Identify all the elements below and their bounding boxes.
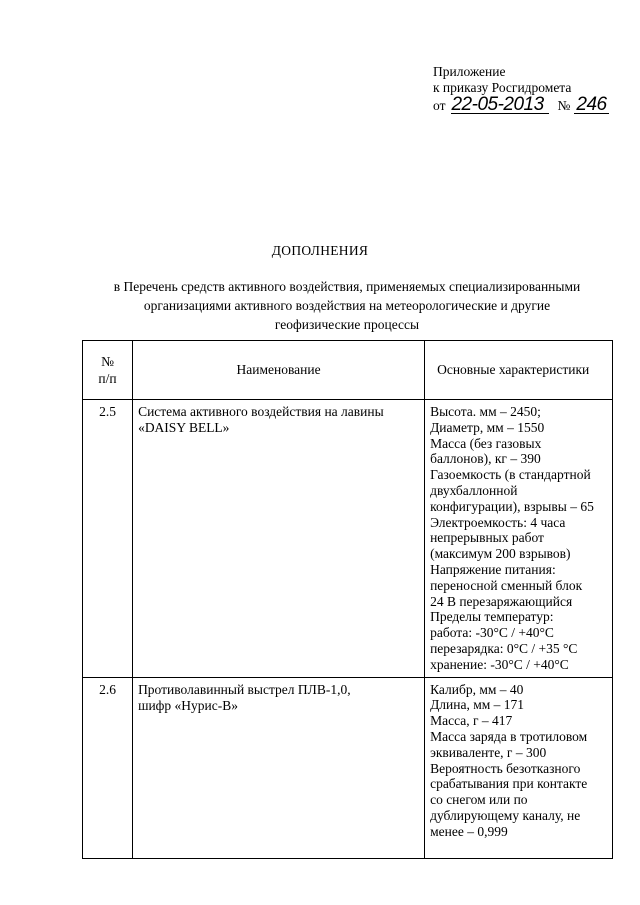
spec-line: непрерывных работ: [430, 530, 544, 546]
spec-line: Вероятность безотказного: [430, 760, 581, 776]
spec-line: Напряжение питания:: [430, 561, 556, 577]
spec-line: двухбаллонной: [430, 482, 518, 498]
spec-line: Длина, мм – 171: [430, 697, 525, 713]
table-row: [83, 400, 613, 678]
row-number: 2.5: [83, 400, 133, 678]
row-name-line1: Противолавинный выстрел ПЛВ-1,0,: [138, 681, 351, 697]
table-row: [83, 677, 613, 858]
spec-line: работа: -30°С / +40°С: [430, 625, 554, 641]
table-header-row: [83, 341, 613, 400]
spec-line: эквиваленте, г – 300: [430, 744, 547, 760]
handwritten-number: 246: [576, 94, 607, 115]
document-subtitle: в Перечень средств активного воздействия, применяемых специализированными организациями активного воздействия на метеорологические и другие геофизические процессы: [113, 279, 581, 332]
row-name-line2: «DAISY BELL»: [138, 420, 230, 435]
spec-line: Газоемкость (в стандартной: [430, 467, 591, 483]
header-name: Наименование: [133, 341, 425, 400]
from-label: от: [433, 98, 446, 113]
spec-line: менее – 0,999: [430, 823, 508, 839]
appendix-block: [433, 64, 609, 114]
spec-line: конфигурации), взрывы – 65: [430, 498, 594, 514]
spec-line: переносной сменный блок: [430, 577, 583, 593]
spec-line: хранение: -30°С / +40°С: [430, 656, 569, 672]
spec-line: срабатывания при контакте: [430, 776, 588, 792]
spec-line: 24 В перезаряжающийся: [430, 593, 573, 609]
row-specs: [425, 400, 613, 678]
spec-line: Пределы температур:: [430, 609, 554, 625]
row-number: 2.6: [83, 677, 133, 858]
spec-line: Масса заряда в тротиловом: [430, 728, 588, 744]
spec-line: (максимум 200 взрывов): [430, 546, 571, 562]
appendix-line: Приложение: [433, 64, 506, 79]
items-table: [82, 340, 613, 859]
appendix-order-line: к приказу Росгидромета: [433, 80, 572, 95]
appendix-date-line: [433, 96, 609, 114]
items-table-wrapper: [82, 340, 613, 859]
row-specs: [425, 677, 613, 858]
spec-line: дублирующему каналу, не: [430, 807, 581, 823]
spec-line: со снегом или по: [430, 792, 528, 808]
header-specs: Основные характеристики: [425, 341, 613, 400]
spec-line: Высота. мм – 2450;: [430, 404, 541, 419]
row-name-line2: шифр «Нурис-В»: [138, 697, 239, 713]
header-number: [83, 341, 133, 400]
spec-line: Электроемкость: 4 часа: [430, 514, 566, 530]
row-name: [133, 400, 425, 678]
spec-line: Масса, г – 417: [430, 713, 513, 729]
row-name-line1: Система активного воздействия на лавины: [138, 404, 384, 419]
number-label: №: [557, 98, 571, 113]
spec-line: Диаметр, мм – 1550: [430, 419, 545, 435]
spec-line: баллонов), кг – 390: [430, 451, 541, 467]
spec-line: перезарядка: 0°С / +35 °С: [430, 640, 578, 656]
spec-line: Калибр, мм – 40: [430, 681, 524, 697]
header-number-line1: №: [101, 354, 114, 369]
header-number-line2: п/п: [98, 371, 117, 386]
handwritten-date: 22-05-2013: [451, 96, 549, 114]
spec-line: Масса (без газовых: [430, 435, 542, 451]
row-name: [133, 677, 425, 858]
document-title: ДОПОЛНЕНИЯ: [271, 243, 369, 258]
